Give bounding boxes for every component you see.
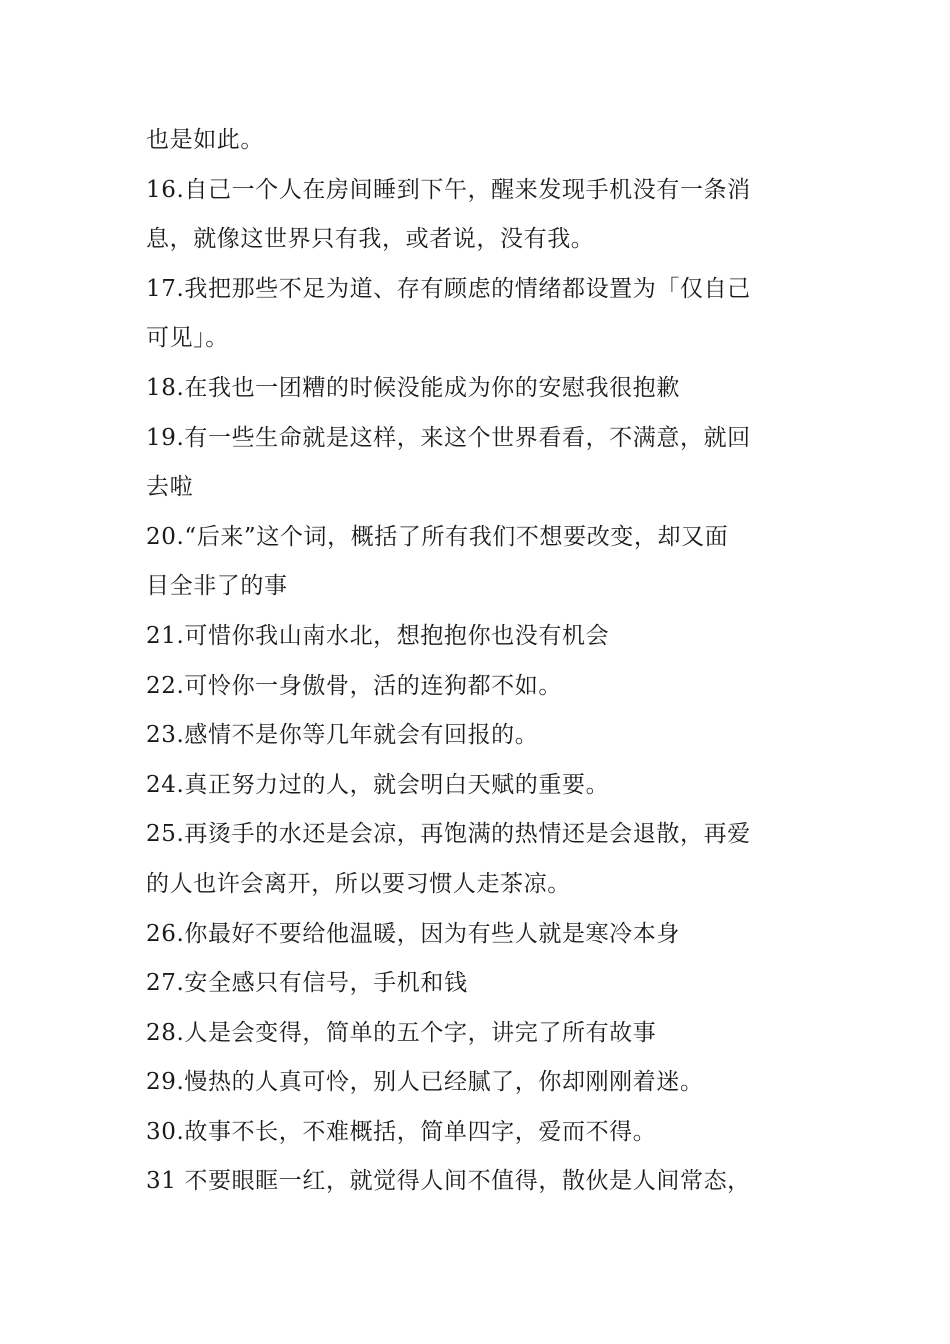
document-text-body [146,116,811,1207]
text-line: 去啦 [146,474,194,501]
text-line: 22.可怜你一身傲骨，活的连狗都不如。 [146,672,562,699]
text-line: 的人也许会离开，所以要习惯人走茶凉。 [146,870,571,897]
text-line: 30.故事不长，不难概括，简单四字，爱而不得。 [146,1118,657,1145]
text-line: 28.人是会变得，简单的五个字，讲完了所有故事 [146,1019,657,1046]
text-line: 也是如此。 [146,127,264,153]
text-line: 25.再烫手的水还是会凉，再饱满的热情还是会退散，再爱 [146,821,751,848]
text-line: 21.可惜你我山南水北，想抱抱你也没有机会 [146,622,610,649]
text-line: 31 不要眼眶一红，就觉得人间不值得，散伙是人间常态， [146,1168,751,1195]
text-line: 可见」。 [146,325,229,352]
text-line: 17.我把那些不足为道、存有顾虑的情绪都设置为「仅自己 [146,275,751,302]
text-line: 息，就像这世界只有我，或者说，没有我。 [146,226,595,253]
text-line: 29.慢热的人真可怜，别人已经腻了，你却刚刚着迷。 [146,1069,704,1096]
text-line: 16.自己一个人在房间睡到下午，醒来发现手机没有一条消 [146,176,751,203]
text-line: 目全非了的事 [146,573,288,600]
text-line: 26.你最好不要给他温暖，因为有些人就是寒冷本身 [146,920,680,947]
text-line: 19.有一些生命就是这样，来这个世界看看，不满意，就回 [146,424,751,451]
text-line: 20.“后来”这个词，概括了所有我们不想要改变，却又面 [146,523,729,550]
text-line: 23.感情不是你等几年就会有回报的。 [146,722,539,749]
text-line: 27.安全感只有信号，手机和钱 [146,970,468,997]
text-line: 18.在我也一团糟的时候没能成为你的安慰我很抱歉 [146,374,680,401]
text-line: 24.真正努力过的人，就会明白天赋的重要。 [146,771,610,798]
